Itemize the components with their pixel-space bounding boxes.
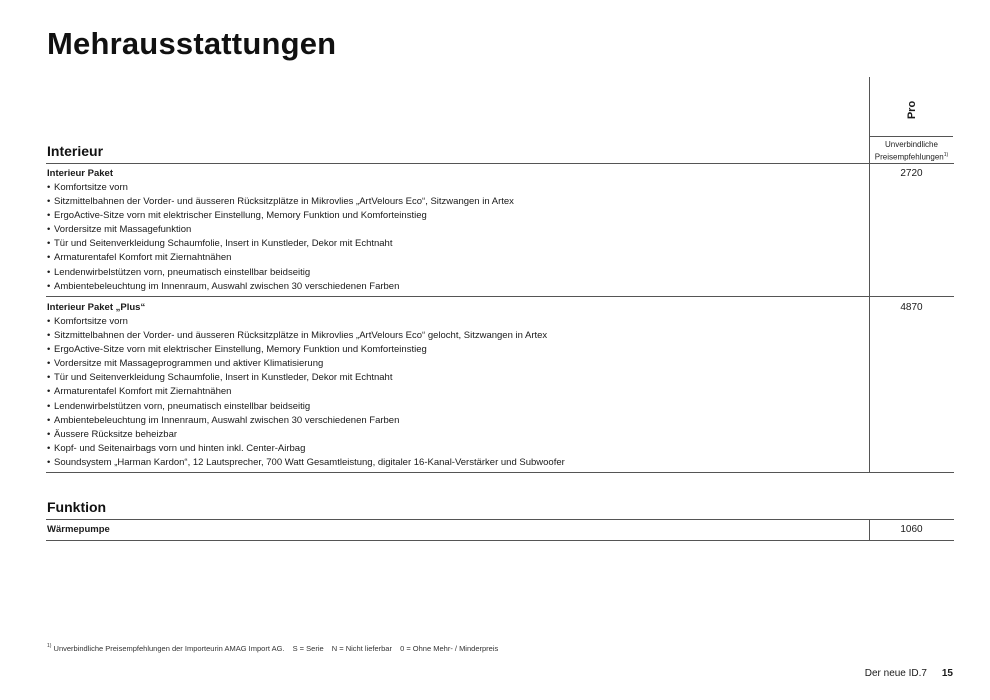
feature-list: [47, 181, 867, 294]
feature-list: [47, 315, 867, 470]
model-label: Pro: [906, 100, 918, 120]
list-item: • Sitzmittelbahnen der Vorder- und äusseren Rücksitzplätze in Mikrovlies „ArtVelours Eco“, Sitzwangen in Artex: [47, 196, 514, 208]
price-value: 2720: [900, 168, 923, 179]
package-name: Wärmepumpe: [47, 524, 110, 535]
section-rule: [46, 519, 954, 520]
row-rule: [46, 296, 954, 297]
list-item: • ErgoActive-Sitze vorn mit elektrischer Einstellung, Memory Funktion und Komforteinstieg: [47, 344, 427, 356]
section-title-funktion: Funktion: [47, 499, 107, 515]
legend-ohne-preis: 0 = Ohne Mehr- / Minderpreis: [400, 643, 499, 653]
package-name: Interieur Paket „Plus“: [47, 302, 146, 313]
package-interieur: [47, 167, 867, 294]
page-title: Mehrausstattungen: [47, 26, 337, 61]
list-item: • Armaturentafel Komfort mit Ziernahtnähen: [47, 252, 232, 264]
section-title-interieur: Interieur: [47, 143, 104, 159]
list-item: • Vordersitze mit Massagefunktion: [47, 224, 192, 236]
list-item: • Tür und Seitenverkleidung Schaumfolie, Insert in Kunstleder, Dekor mit Echtnaht: [47, 238, 393, 250]
list-item: • Soundsystem „Harman Kardon“, 12 Lautsprecher, 700 Watt Gesamtleistung, digitaler 16-Kanal-Verstärker und Subwoofer: [47, 456, 565, 468]
package-waermepumpe: [47, 523, 867, 537]
list-item: • Armaturentafel Komfort mit Ziernahtnähen: [47, 386, 232, 398]
package-name: Interieur Paket: [47, 168, 113, 179]
footnote-text: Unverbindliche Preisempfehlungen der Importeurin AMAG Import AG.: [53, 643, 285, 653]
footer-label: Der neue ID.7: [864, 668, 927, 679]
legend-nicht-lieferbar: N = Nicht lieferbar: [331, 643, 392, 653]
section-rule: [46, 163, 954, 164]
row-rule: [46, 540, 954, 541]
list-item: • Ambientebeleuchtung im Innenraum, Auswahl zwischen 30 verschiedenen Farben: [47, 280, 400, 292]
list-item: • Tür und Seitenverkleidung Schaumfolie, Insert in Kunstleder, Dekor mit Echtnaht: [47, 372, 393, 384]
row-rule: [46, 472, 954, 473]
price-note: Unverbindliche Preisempfehlungen$^{1)}$: [870, 136, 953, 163]
price-value: 4870: [900, 302, 923, 313]
list-item: • Komfortsitze vorn: [47, 182, 128, 193]
package-interieur-plus: [47, 301, 867, 470]
price-value: 1060: [900, 524, 923, 535]
price-column-header: [870, 78, 953, 163]
list-item: • Lendenwirbelstützen vorn, pneumatisch einstellbar beidseitig: [47, 400, 311, 412]
legend-serie: S = Serie: [292, 643, 324, 653]
list-item: • Sitzmittelbahnen der Vorder- und äusseren Rücksitzplätze in Mikrovlies „ArtVelours Eco“ gelocht, Sitzwangen in Artex: [47, 330, 548, 342]
list-item: • Komfortsitze vorn: [47, 316, 128, 327]
list-item: • Lendenwirbelstützen vorn, pneumatisch einstellbar beidseitig: [47, 266, 311, 278]
list-item: • ErgoActive-Sitze vorn mit elektrischer Einstellung, Memory Funktion und Komforteinstieg: [47, 210, 427, 222]
list-item: • Ambientebeleuchtung im Innenraum, Auswahl zwischen 30 verschiedenen Farben: [47, 414, 400, 426]
list-item: • Vordersitze mit Massageprogrammen und aktiver Klimatisierung: [47, 358, 324, 370]
list-item: • Äussere Rücksitze beheizbar: [47, 428, 178, 440]
page-number: 15: [941, 668, 953, 679]
list-item: • Kopf- und Seitenairbags vorn und hinten inkl. Center-Airbag: [47, 442, 306, 454]
footnote: $^{1)}$ Unverbindliche Preisempfehlungen der Importeurin AMAG Import AG. S = Serie N = Nicht lieferbar 0 = Ohne Mehr- / Minderpreis: [47, 643, 499, 653]
